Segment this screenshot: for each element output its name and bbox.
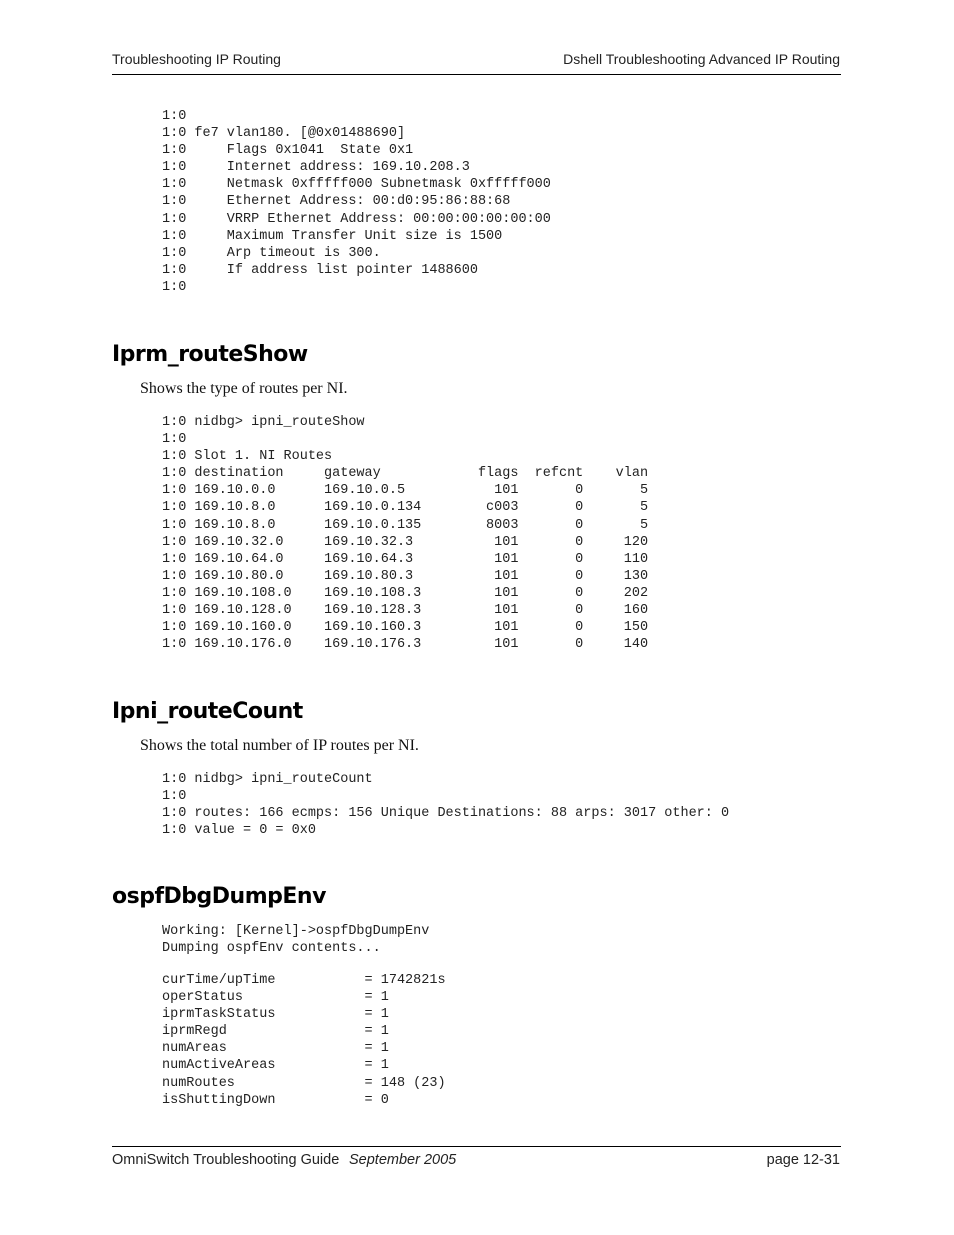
footer-guide-title: OmniSwitch Troubleshooting Guide [112, 1152, 340, 1168]
section-title-ipni-routecount: Ipni_routeCount [112, 699, 303, 724]
footer-date: September 2005 [349, 1152, 457, 1168]
header-chapter-title: Troubleshooting IP Routing [112, 51, 281, 67]
section-title-iprm-routeshow: Iprm_routeShow [112, 342, 308, 367]
code-block-routeshow: 1:0 nidbg> ipni_routeShow 1:0 1:0 Slot 1. NI Routes 1:0 destination gateway flags refcnt vlan 1:0 169.10.0.0 169.10.0.5 101 0 5 1:0 169.10.8.0 169.10.0.134 c003 0 5 1:0 169.10.8.0 169.10.0.135 8003 0 5 1:0 169.10.32.0 169.10.32.3 101 0 120 1:0 169.10.64.0 169.10.64.3 101 0 110 1:0 169.10.80.0 169.10.80.3 101 0 130 1:0 169.10.108.0 169.10.108.3 101 0 202 1:0 169.10.128.0 169.10.128.3 101 0 160 1:0 169.10.160.0 169.10.160.3 101 0 150 1:0 169.10.176.0 169.10.176.3 101 0 140 [162, 415, 649, 653]
section-title-ospfdbgdumpenv: ospfDbgDumpEnv [112, 884, 326, 909]
section-description-ipni-routecount: Shows the total number of IP routes per NI. [140, 737, 419, 754]
footer-divider [112, 1146, 841, 1147]
code-block-routecount: 1:0 nidbg> ipni_routeCount 1:0 1:0 routes: 166 ecmps: 156 Unique Destinations: 88 arps: 3017 other: 0 1:0 value = 0 = 0x0 [162, 772, 730, 839]
code-block-ospf-intro: Working: [Kernel]->ospfDbgDumpEnv Dumping ospfEnv contents... [162, 924, 430, 957]
header-divider [112, 74, 841, 75]
code-block-ospf-env: curTime/upTime = 1742821s operStatus = 1 iprmTaskStatus = 1 iprmRegd = 1 numAreas = 1 numActiveAreas = 1 numRoutes = 148 (23) isShuttingDown = 0 [162, 973, 446, 1108]
code-block-interface-dump: 1:0 1:0 fe7 vlan180. [@0x01488690] 1:0 Flags 0x1041 State 0x1 1:0 Internet address: 169.10.208.3 1:0 Netmask 0xfffff000 Subnetmask 0xfffff000 1:0 Ethernet Address: 00:d0:95:86:88:68 1:0 VRRP Ethernet Address: 00:00:00:00:00:00 1:0 Maximum Transfer Unit size is 1500 1:0 Arp timeout is 300. 1:0 If address list pointer 1488600 1:0 [162, 109, 551, 295]
footer-page-number: page 12-31 [766, 1152, 840, 1168]
header-section-title: Dshell Troubleshooting Advanced IP Routing [563, 51, 840, 67]
section-description-iprm-routeshow: Shows the type of routes per NI. [140, 380, 348, 397]
